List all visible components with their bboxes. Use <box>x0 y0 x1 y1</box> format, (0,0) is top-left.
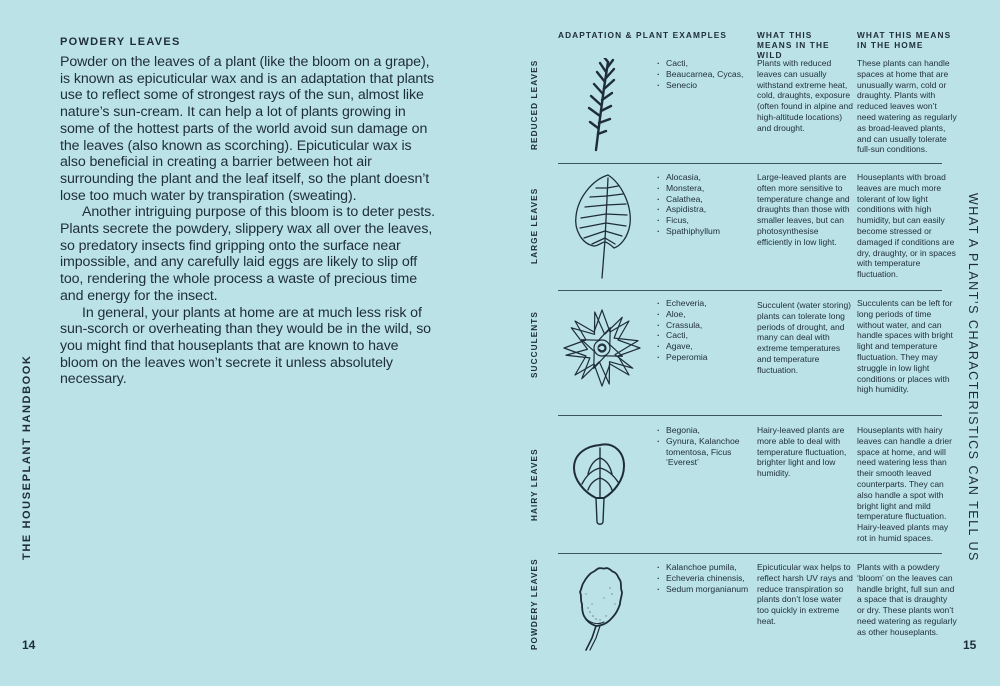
example-item: · Senecio <box>655 80 750 91</box>
in-the-wild-text: Plants with reduced leaves can usually withstand extreme heat, cold, draughts, exposure (often found in alpine and high-altitude locations) and drought. <box>757 58 853 133</box>
examples-list <box>655 562 750 594</box>
paragraph-3: In general, your plants at home are at much less risk of sun-scorch or overheating than they would be in the wild, so you might find that houseplants that are known to have bloom on the leaves won’t secrete it unless absolutely necessary. <box>60 304 431 388</box>
table-row-hairy-leaves <box>530 425 950 547</box>
example-item: · Ficus, <box>655 215 750 226</box>
in-the-wild-text: Large-leaved plants are often more sensitive to temperature change and draughts than those with smaller leaves, but can photosynthesise efficiently in low light. <box>757 172 850 247</box>
example-item: · Crassula, <box>655 320 750 331</box>
in-the-wild-text: Succulent (water storing) plants can tolerate long periods of drought, and many can deal with extreme temperatures and temperature fluctuation. <box>757 300 852 375</box>
large-leaf-icon <box>560 172 640 287</box>
example-item: · Peperomia <box>655 352 750 363</box>
in-the-wild-text: Hairy-leaved plants are more able to deal with temperature fluctuation, brighter light and low humidity. <box>757 425 847 479</box>
example-item: · Monstera, <box>655 183 750 194</box>
examples-list <box>655 298 750 363</box>
example-item: · Begonia, <box>655 425 750 436</box>
in-the-home-text: Succulents can be left for long periods of time without water, and can handle spaces with bright light and temperature fluctuation. They may struggle in low light conditions or places with high humidity. <box>857 298 953 395</box>
succulent-rosette-icon <box>560 306 640 395</box>
in-the-home-text: Houseplants with broad leaves are much more tolerant of low light conditions with high humidity, but can easily become stressed or damaged if conditions are dry, draughty, or in spaces with temperature fluctuation. <box>857 172 956 280</box>
examples-list <box>655 58 750 90</box>
table-row-reduced-leaves <box>530 58 957 158</box>
examples-list <box>655 425 750 468</box>
running-title-right: WHAT A PLANT’S CHARACTERISTICS CAN TELL US <box>966 193 980 562</box>
in-the-wild-text: Epicuticular wax helps to reflect harsh UV rays and reduce transpiration so plants don’t lose water too quickly in extreme heat. <box>757 562 853 626</box>
example-item: · Sedum morganianum <box>655 584 750 595</box>
in-the-home-text: Houseplants with hairy leaves can handle a drier space at home, and will need watering less than their smooth leaved counterparts. They can also handle a spot with bright light and mild temperature fluctuation. Hairy-leaved plants may rot in humid spaces. <box>857 425 952 543</box>
example-item: · Beaucarnea, Cycas, <box>655 69 750 80</box>
example-item: · Gynura, Kalanchoe tomentosa, Ficus ‘Everest’ <box>655 436 750 468</box>
row-label: REDUCED LEAVES <box>530 59 539 150</box>
table-row-large-leaves <box>530 172 956 284</box>
example-item: · Aloe, <box>655 309 750 320</box>
example-item: · Echeveria, <box>655 298 750 309</box>
in-the-home-text: These plants can handle spaces at home that are unusually warm, cold or draughty. Plants with reduced leaves won’t need watering as regularly as broad-leaved plants, and can usually tolerate full-sun conditions. <box>857 58 957 155</box>
example-item: · Agave, <box>655 341 750 352</box>
header-in-the-wild: WHAT THIS MEANS IN THE WILD <box>757 30 830 60</box>
table-row-powdery-leaves <box>530 558 957 672</box>
row-divider <box>558 415 942 416</box>
examples-list <box>655 172 750 237</box>
hairy-leaf-icon <box>560 440 640 535</box>
paragraph-2: Another intriguing purpose of this bloom is to deter pests. Plants secrete the powdery, slippery wax all over the leaves, so predatory insects find gripping onto the surface near impossible, and any carefully laid eggs are likely to slip off too, rendering the whole process a waste of precious time and energy for the insect. <box>60 204 435 304</box>
table-row-succulents <box>530 298 953 408</box>
example-item: · Cacti, <box>655 58 750 69</box>
running-title-left: THE HOUSEPLANT HANDBOOK <box>21 354 33 560</box>
page-number-right: 15 <box>963 638 977 652</box>
row-divider <box>558 163 942 164</box>
in-the-home-text: Plants with a powdery ‘bloom’ on the leaves can handle bright, full sun and a space that is draughty or dry. These plants won’t need watering as regularly as other houseplants. <box>857 562 957 637</box>
example-item: · Spathiphyllum <box>655 226 750 237</box>
example-item: · Cacti, <box>655 330 750 341</box>
row-label: LARGE LEAVES <box>530 187 539 264</box>
row-label: HAIRY LEAVES <box>530 448 539 521</box>
row-label: POWDERY LEAVES <box>530 558 539 650</box>
paragraph-1: Powder on the leaves of a plant (like the bloom on a grape), is known as epicuticular wax and is an adaptation that plants use to reflect some of strongest rays of the sun, almost like nature’s sun-cream. It can help a lot of plants growing in some of the hottest parts of the world avoid sun damage on the leaves (also known as scorching). Epicuticular wax is also beneficial in creating a barrier between hot air surrounding the plant and the leaf itself, so the plant doesn’t lose too much water by transpiration (sweating). <box>60 54 435 204</box>
row-label: SUCCULENTS <box>530 311 539 378</box>
powdery-leaf-icon <box>560 564 640 659</box>
header-adaptation: ADAPTATION & PLANT EXAMPLES <box>558 30 728 40</box>
row-divider <box>558 553 942 554</box>
example-item: · Echeveria chinensis, <box>655 573 750 584</box>
example-item: · Kalanchoe pumila, <box>655 562 750 573</box>
body-text <box>60 54 436 388</box>
needle-sprig-icon <box>560 58 640 158</box>
section-heading: POWDERY LEAVES <box>60 36 181 48</box>
example-item: · Calathea, <box>655 194 750 205</box>
page-number-left: 14 <box>22 638 36 652</box>
row-divider <box>558 290 942 291</box>
example-item: · Aspidistra, <box>655 204 750 215</box>
example-item: · Alocasia, <box>655 172 750 183</box>
header-in-the-home: WHAT THIS MEANS IN THE HOME <box>857 30 952 50</box>
